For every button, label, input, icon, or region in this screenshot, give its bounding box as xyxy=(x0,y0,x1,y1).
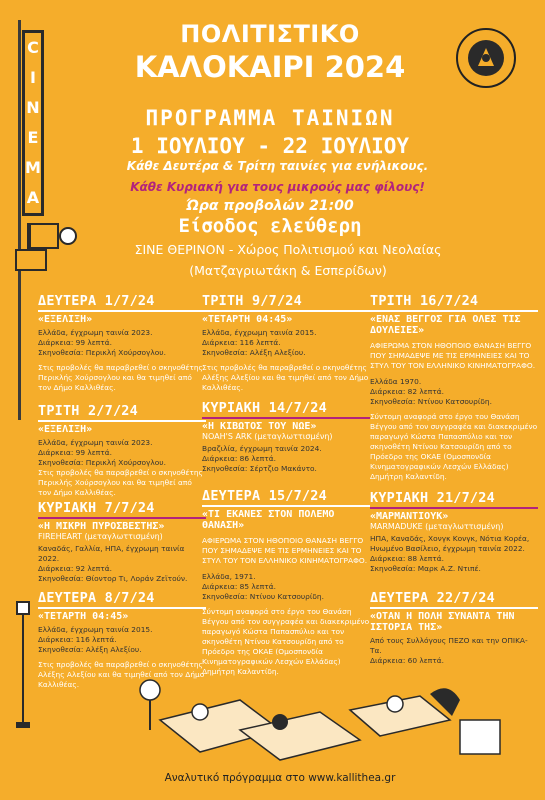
movie-original-title: FIREHEART (μεταγλωττισμένη) xyxy=(38,532,163,541)
info-line: Διάρκεια: 116 λεπτά. xyxy=(202,338,281,347)
info-line: Σκηνοθεσία: Θίοντορ Τι, Λοράν Ζεϊτούν. xyxy=(38,574,188,583)
info-line: Διάρκεια: 116 λεπτά. xyxy=(38,635,117,644)
screening-day: ΔΕΥΤΕΡΑ 8/7/24 xyxy=(38,590,155,606)
info-line: Διάρκεια: 82 λεπτά. xyxy=(370,387,444,396)
info-line: Ελλάδα, έγχρωμη ταινία 2015. xyxy=(38,625,153,634)
info-line: Σκηνοθεσία: Σέρτζιο Μακάντο. xyxy=(202,464,317,473)
info-line: Διάρκεια: 99 λεπτά. xyxy=(38,448,112,457)
movie-title: «ΤΙ ΕΚΑΝΕΣ ΣΤΟΝ ΠΟΛΕΜΟ ΘΑΝΑΣΗ» xyxy=(202,505,370,531)
movie-title: «ΤΕΤΑΡΤΗ 04:45» xyxy=(38,607,206,622)
screening-time: Ώρα προβολών 21:00 xyxy=(186,198,354,214)
screening-day: ΔΕΥΤΕΡΑ 1/7/24 xyxy=(38,293,155,309)
sign-letter: C xyxy=(27,38,39,57)
screening-entry xyxy=(202,488,370,677)
screening-entry xyxy=(38,293,206,393)
logo-emblem-icon xyxy=(458,30,514,86)
venue-name: ΣΙΝΕ ΘΕΡΙΝΟΝ - Χώρος Πολιτισμού και Νεολαίας xyxy=(134,242,442,257)
tribute-note: ΑΦΙΕΡΩΜΑ ΣΤΟΝ ΗΘΟΠΟΙΟ ΘΑΝΑΣΗ ΒΕΓΓΟ ΠΟΥ ΣΗΜΑΔΕΨΕ ΜΕ ΤΙΣ ΕΡΜΗΝΕΙΕΣ ΚΑΙ ΤΟ ΣΤΥΛ ΤΟΥ ΤΟΝ ΕΛΛΗΝΙΚΟ ΚΙΝΗΜΑΤΟΓΡΑΦΟ. xyxy=(202,536,368,565)
info-line: Ελλάδα, έγχρωμη ταινία 2023. xyxy=(38,438,153,447)
info-line: Διάρκεια: 92 λεπτά. xyxy=(38,564,112,573)
screening-note: Στις προβολές θα παραβρεθεί ο σκηνοθέτης Αλέξης Αλεξίου και θα τιμηθεί από τον Δήμο Καλλιθέας. xyxy=(38,660,205,689)
movie-info xyxy=(38,328,206,358)
screening-note: Στις προβολές θα παραβρεθεί ο σκηνοθέτης Περικλής Χούρσογλου και θα τιμηθεί από τον Δήμο Καλλιθέας. xyxy=(38,363,203,392)
screening-entry xyxy=(202,293,370,393)
info-line: Σκηνοθεσία: Ντίνου Κατσουρίδη. xyxy=(202,592,324,601)
info-line: Βραζιλία, έγχρωμη ταινία 2024. xyxy=(202,444,322,453)
info-line: Διάρκεια: 85 λεπτά. xyxy=(202,582,276,591)
movie-title: «ΕΝΑΣ ΒΕΓΓΟΣ ΓΙΑ ΟΛΕΣ ΤΙΣ ΔΟΥΛΕΙΕΣ» xyxy=(370,310,538,336)
screening-day: ΤΡΙΤΗ 9/7/24 xyxy=(202,293,302,309)
screening-entry xyxy=(202,400,370,474)
screening-note: Σύντομη αναφορά στο έργο του Θανάση Βέγγου από τον συγγραφέα και διακεκριμένο παραγωγό Κώστα Παπασπύλιο και τον σκηνοθέτη Ντίνου Κατσουρίδη από το Πρόεδρο της ΟΚΑΕ (Ομοσπονδία Κινηματογραφικών Λεσχών Ελλάδας) Δημήτρη Καλαντίδη. xyxy=(202,607,370,676)
sign-letter: N xyxy=(26,98,40,117)
screening-note: Σύντομη αναφορά στο έργο του Θανάση Βέγγου από τον συγγραφέα και διακεκριμένο παραγωγό Κώστα Παπασπύλιο και τον σκηνοθέτη Ντίνου Κατσουρίδη από το Πρόεδρο της ΟΚΑΕ (Ομοσπονδία Κινηματογραφικών Λεσχών Ελλάδας) Δημήτρη Καλαντίδη. xyxy=(370,412,538,481)
title-line2: ΚΑΛΟΚΑΙΡΙ 2024 xyxy=(134,50,406,84)
movie-title: «ΕΞΕΛΙΞΗ» xyxy=(38,420,206,435)
movie-info xyxy=(370,377,538,407)
movie-title: «Η ΜΙΚΡΗ ΠΥΡΟΣΒΕΣΤΗΣ» xyxy=(38,517,206,532)
info-line: Από τους Συλλόγους ΠΕΖΟ και την ΟΠΙΚΑ-Τα. xyxy=(370,636,528,655)
program-heading: ΠΡΟΓΡΑΜΜΑ ΤΑΙΝΙΩΝ xyxy=(145,106,395,130)
movie-info xyxy=(38,544,206,584)
kids-schedule-note: Κάθε Κυριακή για τους μικρούς μας φίλους! xyxy=(130,180,425,194)
info-line: Σκηνοθεσία: Αλέξη Αλεξίου. xyxy=(202,348,306,357)
movie-info xyxy=(202,444,370,474)
movie-info xyxy=(38,625,206,655)
movie-title: «Η ΚΙΒΩΤΟΣ ΤΟΥ ΝΩΕ» xyxy=(202,417,370,432)
sign-letter: A xyxy=(26,188,40,207)
footer-link-text: Αναλυτικό πρόγραμμα στο www.kallithea.gr xyxy=(164,772,396,784)
cinema-sign xyxy=(22,30,44,216)
screening-day: ΔΕΥΤΕΡΑ 22/7/24 xyxy=(370,590,495,606)
venue-address: (Ματζαγριωτάκη & Εσπερίδων) xyxy=(189,263,387,278)
screening-day: ΚΥΡΙΑΚΗ 7/7/24 xyxy=(38,500,155,516)
info-line: Ελλάδα, έγχρωμη ταινία 2015. xyxy=(202,328,317,337)
info-line: Σκηνοθεσία: Ντίνου Κατσουρίδη. xyxy=(370,397,492,406)
movie-title: «ΜΑΡΜΑΝΤΙΟΥΚ» xyxy=(370,507,538,522)
screening-entry xyxy=(38,500,206,584)
info-line: Ελλάδα 1970. xyxy=(370,377,422,386)
info-line: ΗΠΑ, Καναδάς, Χονγκ Κονγκ, Νότια Κορέα, Ηνωμένο Βασίλειο, έγχρωμη ταινία 2022. xyxy=(370,534,530,553)
screening-note: Στις προβολές θα παραβρεθεί ο σκηνοθέτης Περικλής Χούρσογλου και θα τιμηθεί από τον Δήμο Καλλιθέας. xyxy=(38,468,203,497)
info-line: Ελλάδα, 1971. xyxy=(202,572,256,581)
info-line: Σκηνοθεσία: Αλέξη Αλεξίου. xyxy=(38,645,142,654)
info-line: Διάρκεια: 99 λεπτά. xyxy=(38,338,112,347)
screening-day: ΚΥΡΙΑΚΗ 14/7/24 xyxy=(202,400,327,416)
info-line: Σκηνοθεσία: Περικλή Χούρσογλου. xyxy=(38,348,166,357)
screening-entry xyxy=(370,490,538,574)
outdoor-cinema-illustration xyxy=(130,660,530,768)
info-line: Διάρκεια: 60 λεπτά. xyxy=(370,656,444,665)
movie-original-title: NOAH'S ARK (μεταγλωττισμένη) xyxy=(202,432,333,441)
sign-letter: E xyxy=(27,128,39,147)
projector-illustration xyxy=(10,214,90,278)
screening-day: ΤΡΙΤΗ 16/7/24 xyxy=(370,293,479,309)
screening-day: ΤΡΙΤΗ 2/7/24 xyxy=(38,403,138,419)
date-range: 1 ΙΟΥΛΙΟΥ - 22 ΙΟΥΛΙΟΥ xyxy=(130,134,410,158)
movie-original-title: MARMADUKE (μεταγλωττισμένη) xyxy=(370,522,504,531)
movie-title: «ΤΕΤΑΡΤΗ 04:45» xyxy=(202,310,370,325)
movie-title: «ΕΞΕΛΙΞΗ» xyxy=(38,310,206,325)
movie-info xyxy=(370,534,538,574)
screening-entry xyxy=(370,293,538,482)
info-line: Διάρκεια: 88 λεπτά. xyxy=(370,554,444,563)
sign-letter: I xyxy=(30,68,36,87)
info-line: Καναδάς, Γαλλία, ΗΠΑ, έγχρωμη ταινία 2022. xyxy=(38,544,185,563)
municipality-logo xyxy=(456,28,516,88)
sign-letter: M xyxy=(25,158,41,177)
screening-note: Στις προβολές θα παραβρεθεί ο σκηνοθέτης Αλέξης Αλεξίου και θα τιμηθεί από τον Δήμο Καλλιθέας. xyxy=(202,363,369,392)
movie-title: «ΟΤΑΝ Η ΠΟΛΗ ΣΥΝΑΝΤΑ ΤΗΝ ΙΣΤΟΡΙΑ ΤΗΣ» xyxy=(370,607,538,633)
movie-info xyxy=(202,572,370,602)
tribute-note: ΑΦΙΕΡΩΜΑ ΣΤΟΝ ΗΘΟΠΟΙΟ ΘΑΝΑΣΗ ΒΕΓΓΟ ΠΟΥ ΣΗΜΑΔΕΨΕ ΜΕ ΤΙΣ ΕΡΜΗΝΕΙΕΣ ΚΑΙ ΤΟ ΣΤΥΛ ΤΟΥ ΤΟΝ ΕΛΛΗΝΙΚΟ ΚΙΝΗΜΑΤΟΓΡΑΦΟ. xyxy=(370,341,536,370)
info-line: Σκηνοθεσία: Μαρκ Α.Ζ. Ντιπέ. xyxy=(370,564,481,573)
screening-day: ΚΥΡΙΑΚΗ 21/7/24 xyxy=(370,490,495,506)
adult-schedule-note: Κάθε Δευτέρα & Τρίτη ταινίες για ενήλικους. xyxy=(126,159,429,173)
screening-day: ΔΕΥΤΕΡΑ 15/7/24 xyxy=(202,488,327,504)
movie-info xyxy=(202,328,370,358)
movie-info xyxy=(38,438,206,468)
lamp-post-illustration xyxy=(8,600,38,730)
info-line: Σκηνοθεσία: Περικλή Χούρσογλου. xyxy=(38,458,166,467)
title-line1: ΠΟΛΙΤΙΣΤΙΚΟ xyxy=(180,20,360,48)
info-line: Ελλάδα, έγχρωμη ταινία 2023. xyxy=(38,328,153,337)
info-line: Διάρκεια: 86 λεπτά. xyxy=(202,454,276,463)
free-entry: Είσοδος ελεύθερη xyxy=(178,215,362,237)
screening-entry xyxy=(370,590,538,666)
screening-entry xyxy=(38,403,206,498)
